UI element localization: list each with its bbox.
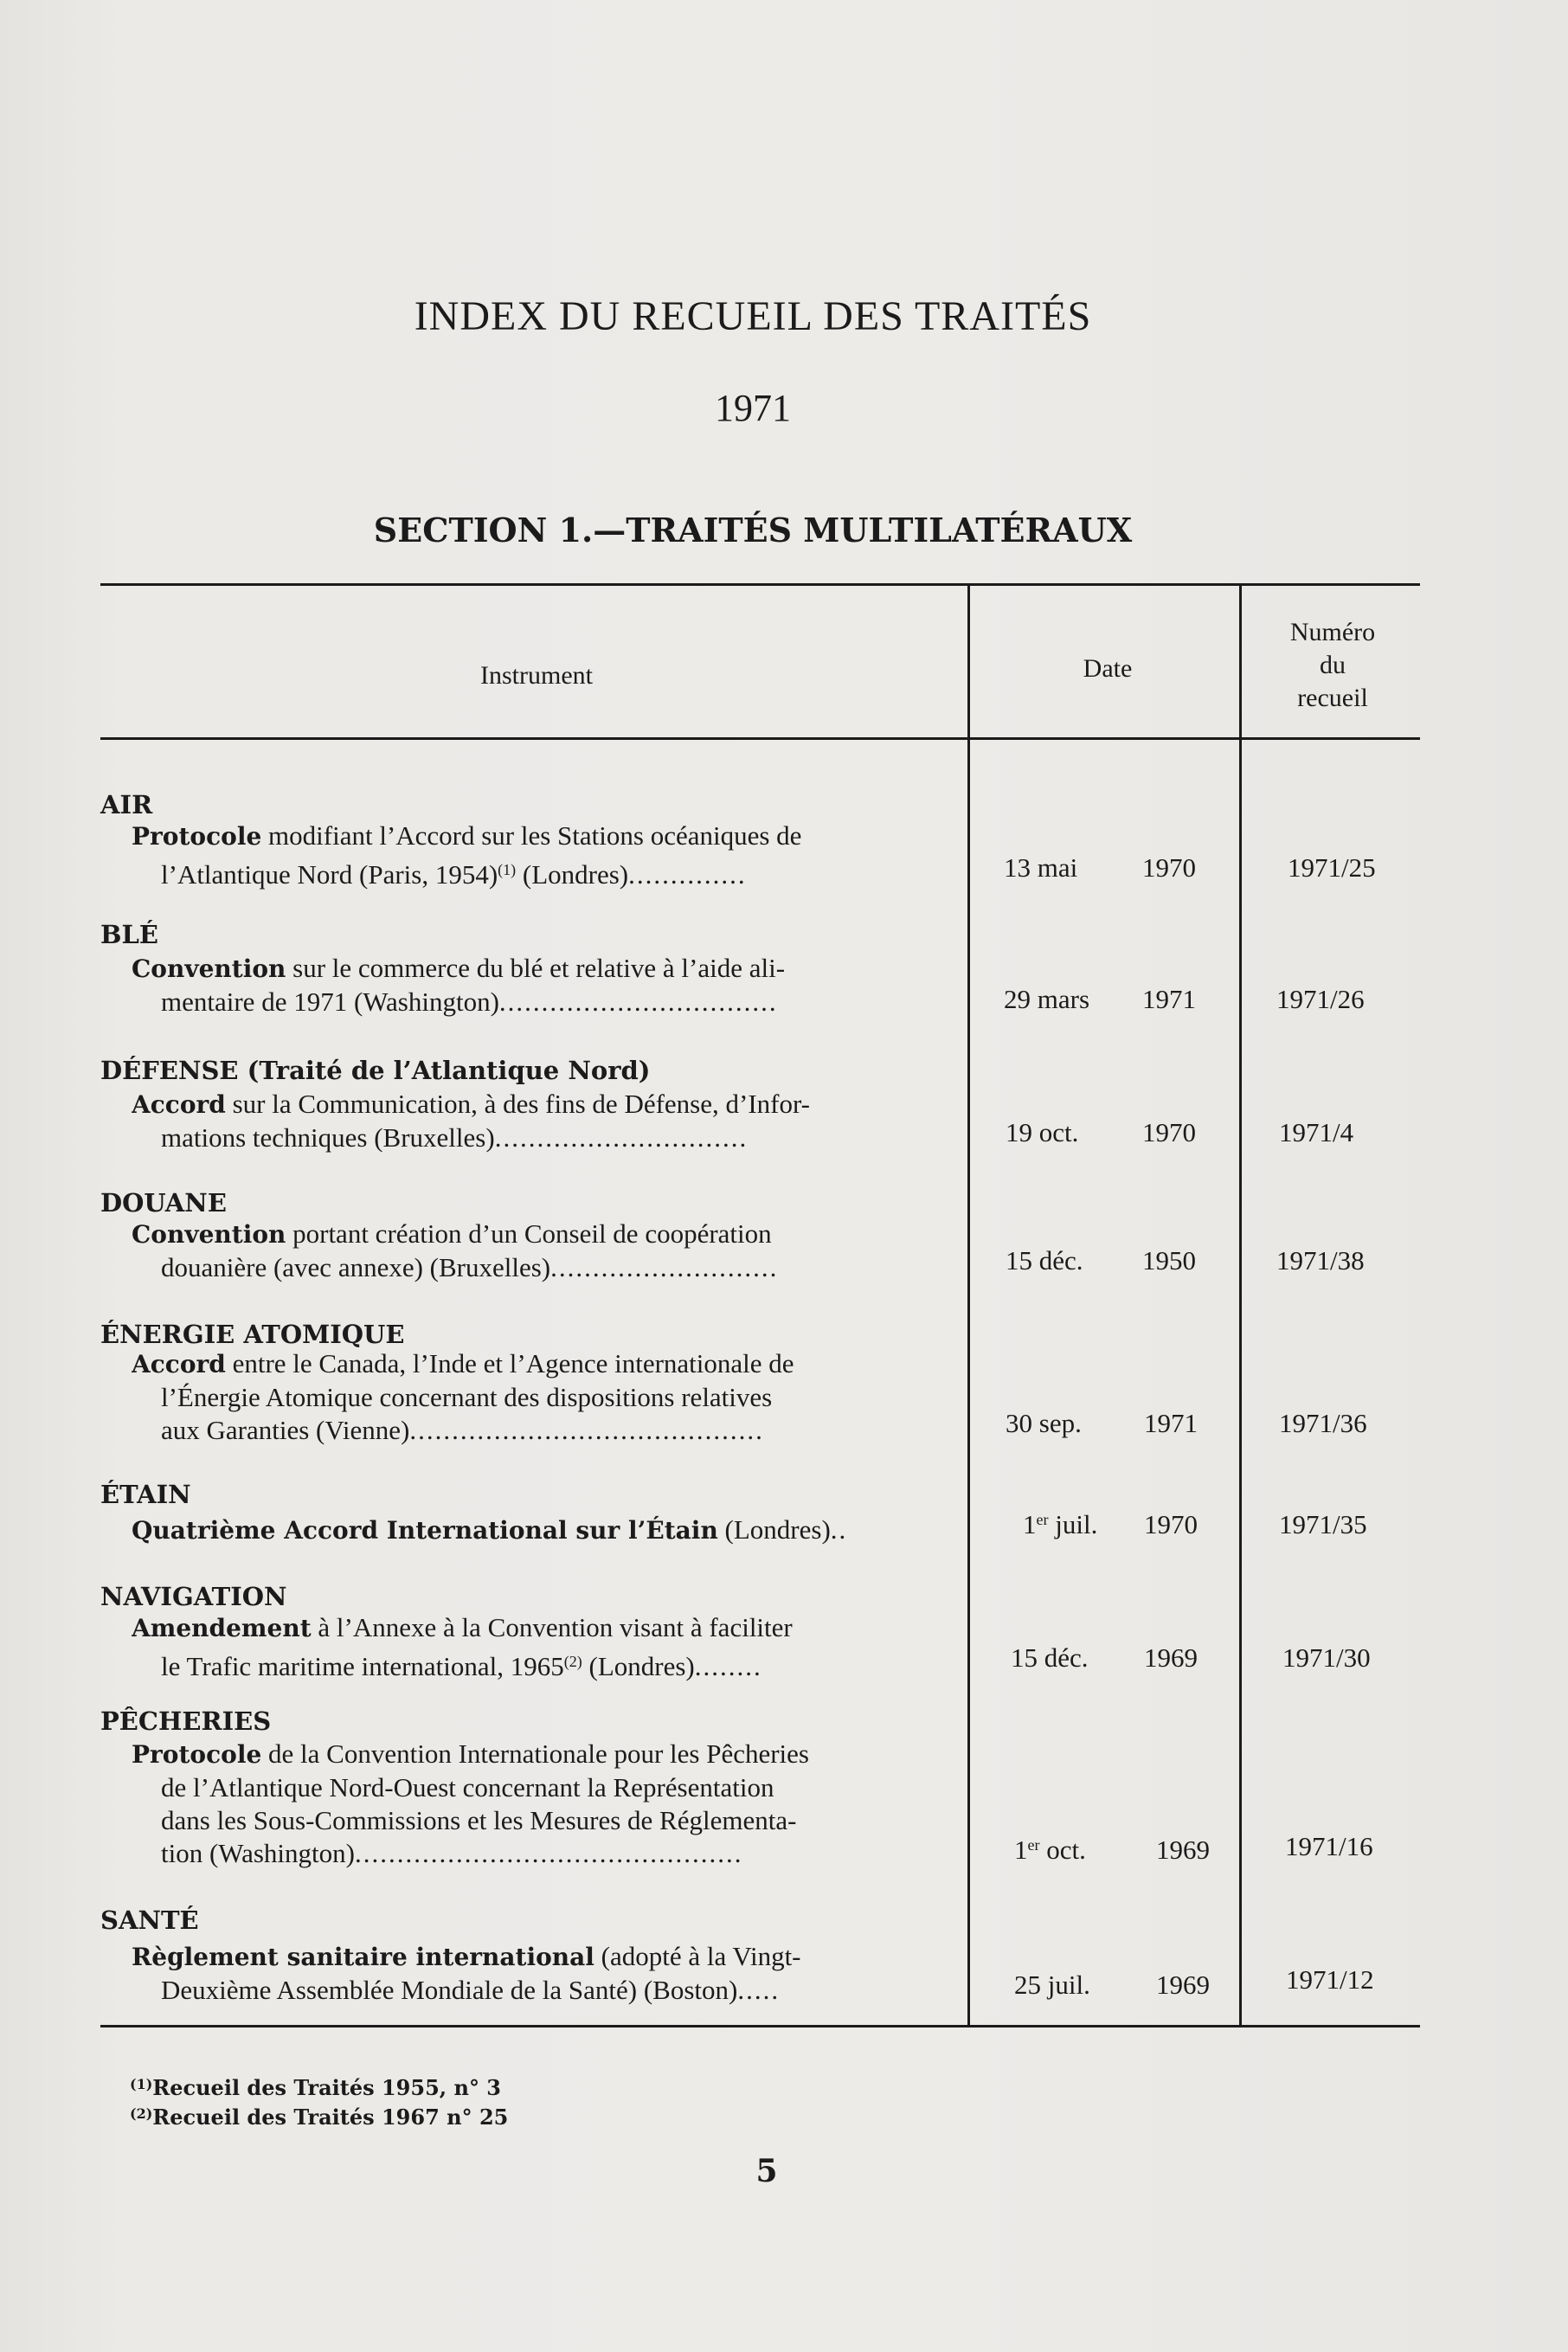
entry-line: mations techniques (Bruxelles) [161, 1122, 495, 1153]
date-day: 15 déc. [1011, 1642, 1089, 1673]
entry-line: mentaire de 1971 (Washington) [161, 986, 499, 1017]
entry-line: de la Convention Internationale pour les Pêcheries [261, 1738, 809, 1769]
entry-line: sur la Communication, à des fins de Défense, d’Infor- [225, 1089, 810, 1119]
entry-line: douanière (avec annexe) (Bruxelles) [161, 1252, 551, 1282]
header-numero [1246, 616, 1419, 715]
date-day-number: 1 [1014, 1835, 1028, 1865]
category-heading: NAVIGATION [100, 1582, 287, 1611]
category-heading: SANTÉ [100, 1905, 199, 1935]
date-day-suffix: er [1027, 1836, 1040, 1854]
category-heading: BLÉ [100, 920, 159, 949]
treaty-number: 1971/38 [1276, 1245, 1365, 1276]
entry-line: aux Garanties (Vienne) [161, 1415, 410, 1445]
entry-lead: Protocole [132, 822, 262, 851]
entry-text: Convention sur le commerce du blé et relative à l’aide ali- mentaire de 1971 (Washington)................................. [132, 953, 786, 1017]
entry-line: modifiant l’Accord sur les Stations océaniques de [261, 820, 802, 851]
entry-lead: Convention [132, 1220, 286, 1249]
entry-line: tion (Washington) [161, 1838, 355, 1868]
entry-text: Règlement sanitaire international (adopté à la Vingt- Deuxième Assemblée Mondiale de la Santé) (Boston)..... [132, 1941, 801, 2005]
entry-lead: Amendement [132, 1614, 312, 1642]
date-day: 13 mai [1004, 852, 1078, 883]
date-year: 1971 [1142, 984, 1196, 1014]
entry-line: l’Énergie Atomique concernant des dispositions relatives [161, 1382, 773, 1412]
entry-line: dans les Sous-Commissions et les Mesures de Réglementa- [161, 1805, 797, 1835]
entry-lead: Accord [132, 1350, 226, 1378]
category-heading: PÊCHERIES [100, 1706, 272, 1736]
date-year: 1969 [1156, 1835, 1210, 1865]
entry-line: Deuxième Assemblée Mondiale de la Santé) (Boston) [161, 1975, 738, 2005]
table-top-rule [100, 583, 1420, 586]
entry-line: le Trafic maritime international, 1965 [161, 1651, 564, 1681]
footnote-mark: (1) [130, 2076, 153, 2092]
treaty-number: 1971/4 [1279, 1117, 1354, 1147]
header-date: Date [1083, 654, 1133, 683]
date-year: 1969 [1156, 1970, 1210, 2000]
date-day: 30 sep. [1006, 1408, 1082, 1438]
treaty-number: 1971/36 [1279, 1408, 1367, 1438]
entry-line: de l’Atlantique Nord-Ouest concernant la Représentation [161, 1772, 774, 1803]
date-day [1023, 1509, 1097, 1540]
treaty-number: 1971/12 [1286, 1964, 1374, 1995]
entry-lead: Convention [132, 954, 286, 983]
entry-text: Convention portant création d’un Conseil de coopération douanière (avec annexe) (Bruxelles)........................... [132, 1218, 779, 1282]
category-heading: DÉFENSE (Traité de l’Atlantique Nord) [100, 1056, 651, 1085]
entry-line: (Londres) [516, 859, 629, 890]
footnote [130, 2099, 508, 2132]
date-year: 1969 [1144, 1642, 1198, 1673]
entry-text: Protocole modifiant l’Accord sur les Stations océaniques de l’Atlantique Nord (Paris, 1954)$^{(1)}$ (Londres).............. [132, 820, 802, 890]
section-heading: SECTION 1.—TRAITÉS MULTILATÉRAUX [373, 511, 1133, 549]
footnote-text: Recueil des Traités 1967 n° 25 [152, 2105, 509, 2130]
category-heading: ÉTAIN [100, 1480, 191, 1509]
entry-line: à l’Annexe à la Convention visant à faciliter [311, 1612, 793, 1642]
entry-text: Amendement à l’Annexe à la Convention visant à faciliter le Trafic maritime international, 1965$^{(2)}$ (Londres)........ [132, 1612, 793, 1681]
treaty-number: 1971/35 [1279, 1509, 1367, 1539]
entry-line: (Londres) [582, 1651, 695, 1681]
entry-lead: Règlement sanitaire international [132, 1943, 594, 1971]
entry-line: portant création d’un Conseil de coopération [286, 1218, 772, 1249]
date-day: 19 oct. [1006, 1117, 1079, 1147]
footnote-text: Recueil des Traités 1955, n° 3 [152, 2075, 501, 2100]
page-number: 5 [755, 2153, 778, 2189]
header-numero-line1: Numéro [1289, 618, 1376, 646]
date-day [1014, 1835, 1086, 1866]
footnote-ref: (1) [498, 861, 517, 878]
entry-lead: Protocole [132, 1740, 262, 1769]
treaty-number: 1971/25 [1288, 852, 1376, 883]
date-day-month: oct. [1039, 1835, 1086, 1865]
table-header-rule [100, 737, 1420, 740]
date-day-suffix: er [1036, 1511, 1049, 1528]
category-heading: ÉNERGIE ATOMIQUE [100, 1320, 405, 1349]
date-year: 1970 [1142, 852, 1196, 883]
entry-line: (Londres) [717, 1514, 831, 1545]
date-day: 29 mars [1004, 984, 1090, 1014]
treaty-number: 1971/16 [1285, 1831, 1373, 1861]
page-title: INDEX DU RECUEIL DES TRAITÉS [414, 293, 1092, 339]
column-divider-date [1239, 585, 1242, 2025]
entry-line: entre le Canada, l’Inde et l’Agence internationale de [225, 1348, 794, 1378]
footnote-ref: (2) [563, 1653, 582, 1670]
entry-lead: Accord [132, 1090, 226, 1119]
table-bottom-rule [100, 2025, 1420, 2027]
treaty-number: 1971/26 [1276, 984, 1365, 1014]
footnote-mark: (2) [130, 2105, 153, 2122]
treaty-number: 1971/30 [1282, 1642, 1371, 1673]
entry-text: Accord sur la Communication, à des fins de Défense, d’Infor- mations techniques (Bruxelles).............................. [132, 1089, 810, 1153]
header-numero-line2: du [1320, 651, 1346, 679]
header-instrument: Instrument [480, 661, 593, 690]
date-day-number: 1 [1023, 1509, 1037, 1539]
date-year: 1971 [1144, 1408, 1198, 1438]
entry-line: (adopté à la Vingt- [594, 1941, 801, 1971]
date-year: 1950 [1142, 1245, 1196, 1276]
page-year: 1971 [715, 387, 791, 429]
footnote [130, 2070, 501, 2103]
category-heading: DOUANE [100, 1188, 227, 1218]
header-numero-line3: recueil [1297, 684, 1368, 712]
date-year: 1970 [1142, 1117, 1196, 1147]
date-day-month: juil. [1048, 1509, 1098, 1539]
entry-text: Quatrième Accord International sur l’Étain (Londres).. [132, 1514, 848, 1545]
date-year: 1970 [1144, 1509, 1198, 1539]
entry-line: l’Atlantique Nord (Paris, 1954) [161, 859, 498, 890]
category-heading: AIR [100, 790, 153, 819]
entry-line: sur le commerce du blé et relative à l’aide ali- [286, 953, 786, 983]
date-day: 25 juil. [1014, 1970, 1090, 2000]
entry-lead: Quatrième Accord International sur l’Étain [132, 1516, 718, 1545]
entry-text: Accord entre le Canada, l’Inde et l’Agence internationale de l’Énergie Atomique concernant des dispositions relatives aux Garanties (Vienne).......................................... [132, 1348, 794, 1445]
entry-text: Protocole de la Convention Internationale pour les Pêcheries de l’Atlantique Nord-Ouest concernant la Représentation dans les Sous-Commissions et les Mesures de Réglementa- tion (Washington).............................................. [132, 1738, 809, 1868]
date-day: 15 déc. [1006, 1245, 1083, 1276]
